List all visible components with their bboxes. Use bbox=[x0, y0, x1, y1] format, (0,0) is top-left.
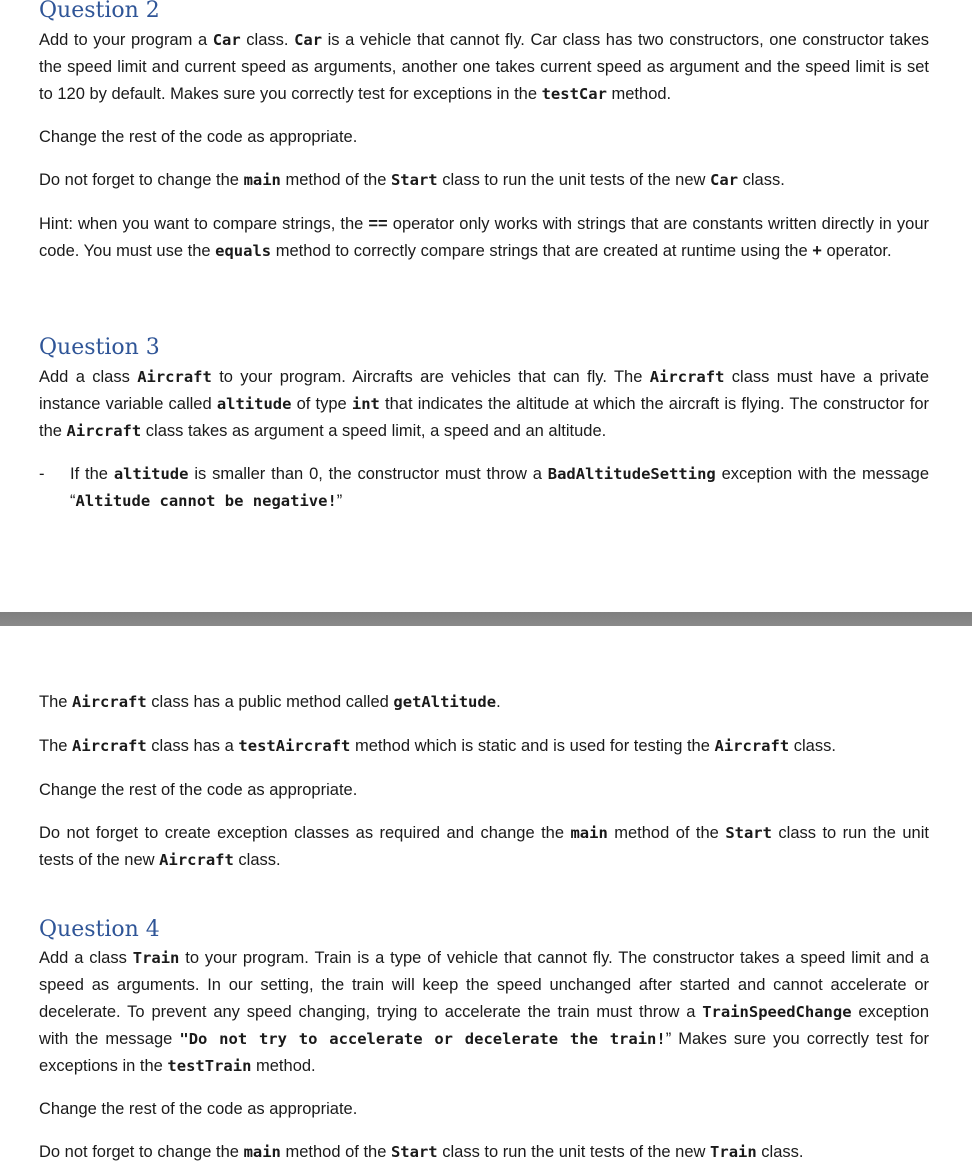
question-3-heading: Question 3 bbox=[39, 335, 160, 360]
code-testcar: testCar bbox=[541, 85, 607, 103]
code-equals: equals bbox=[215, 242, 272, 260]
question-3-bullet-item bbox=[39, 461, 929, 515]
code-aircraft: Aircraft bbox=[649, 368, 725, 386]
code-altitude: altitude bbox=[113, 465, 189, 483]
bullet-text: If the altitude is smaller than 0, the constructor must throw a BadAltitudeSetting exception with the message “Altitude cannot be negative!” bbox=[70, 465, 930, 510]
code-train-message: "Do not try to accelerate or decelerate the train! bbox=[179, 1030, 666, 1048]
plus-operator: + bbox=[812, 242, 822, 260]
question-3-paragraph-2: The Aircraft class has a public method called getAltitude. bbox=[39, 693, 501, 711]
code-testaircraft: testAircraft bbox=[238, 737, 351, 755]
question-2-hint: Hint: when you want to compare strings, the == operator only works with strings that are constants written directly in your code. You must use the equals method to correctly compare strings that are created at runtime using the + operator. bbox=[39, 215, 930, 260]
code-main: main bbox=[243, 1143, 281, 1161]
code-trainspeedchange: TrainSpeedChange bbox=[702, 1003, 852, 1021]
code-start: Start bbox=[390, 171, 438, 189]
question-4-paragraph-1: Add a class Train to your program. Train is a type of vehicle that cannot fly. The constructor takes a speed limit and a speed as arguments. In our setting, the train will keep the speed unchanged after started and cannot accelerate or decelerate. To prevent any speed changing, trying to accelerate the train must throw a TrainSpeedChange exception with the message "Do not try to accelerate or decelerate the train!” Makes sure you correctly test for exceptions in the testTrain method. bbox=[39, 949, 930, 1075]
question-3-paragraph-4: Change the rest of the code as appropriate. bbox=[39, 781, 358, 799]
code-start: Start bbox=[390, 1143, 438, 1161]
code-int: int bbox=[351, 395, 380, 413]
code-start: Start bbox=[725, 824, 772, 842]
equality-operator: == bbox=[368, 215, 388, 233]
question-2-paragraph-3: Do not forget to change the main method of the Start class to run the unit tests of the new Car class. bbox=[39, 171, 785, 189]
question-2-paragraph-2: Change the rest of the code as appropriate. bbox=[39, 128, 358, 146]
code-train: Train bbox=[132, 949, 180, 967]
question-3-paragraph-1: Add a class Aircraft to your program. Aircrafts are vehicles that can fly. The Aircraft class must have a private instance variable called altitude of type int that indicates the altitude at which the aircraft is flying. The constructor for the Aircraft class takes as argument a speed limit, a speed and an altitude. bbox=[39, 368, 930, 440]
code-main: main bbox=[570, 824, 608, 842]
code-aircraft: Aircraft bbox=[66, 422, 142, 440]
code-altitude: altitude bbox=[216, 395, 292, 413]
code-testtrain: testTrain bbox=[167, 1057, 252, 1075]
code-getaltitude: getAltitude bbox=[393, 693, 497, 711]
question-4-paragraph-3: Do not forget to change the main method of the Start class to run the unit tests of the new Train class. bbox=[39, 1143, 804, 1161]
code-badaltitudesetting: BadAltitudeSetting bbox=[547, 465, 716, 483]
code-car: Car bbox=[294, 31, 323, 49]
code-train: Train bbox=[710, 1143, 757, 1161]
bullet-dash: - bbox=[39, 465, 45, 483]
question-3-paragraph-3: The Aircraft class has a testAircraft method which is static and is used for testing the Aircraft class. bbox=[39, 737, 836, 755]
question-2-paragraph-1: Add to your program a Car class. Car is a vehicle that cannot fly. Car class has two constructors, one constructor takes the speed limit and current speed as arguments, another one takes current speed as argument and the speed limit is set to 120 by default. Makes sure you correctly test for exceptions in the testCar method. bbox=[39, 31, 929, 103]
code-aircraft: Aircraft bbox=[159, 851, 234, 869]
document-page-2 bbox=[0, 626, 972, 1172]
code-car: Car bbox=[212, 31, 241, 49]
code-aircraft: Aircraft bbox=[714, 737, 790, 755]
question-4-heading: Question 4 bbox=[39, 917, 160, 942]
code-aircraft: Aircraft bbox=[72, 693, 147, 711]
question-4-paragraph-2: Change the rest of the code as appropriate. bbox=[39, 1100, 358, 1118]
question-2-heading: Question 2 bbox=[39, 0, 160, 23]
code-aircraft: Aircraft bbox=[72, 737, 147, 755]
code-main: main bbox=[243, 171, 281, 189]
code-altitude-message: Altitude cannot be negative! bbox=[75, 492, 337, 510]
question-3-paragraph-5: Do not forget to create exception classes as required and change the main method of the Start class to run the unit tests of the new Aircraft class. bbox=[39, 824, 929, 869]
page-break-divider bbox=[0, 612, 972, 626]
code-car: Car bbox=[710, 171, 739, 189]
code-aircraft: Aircraft bbox=[137, 368, 212, 386]
